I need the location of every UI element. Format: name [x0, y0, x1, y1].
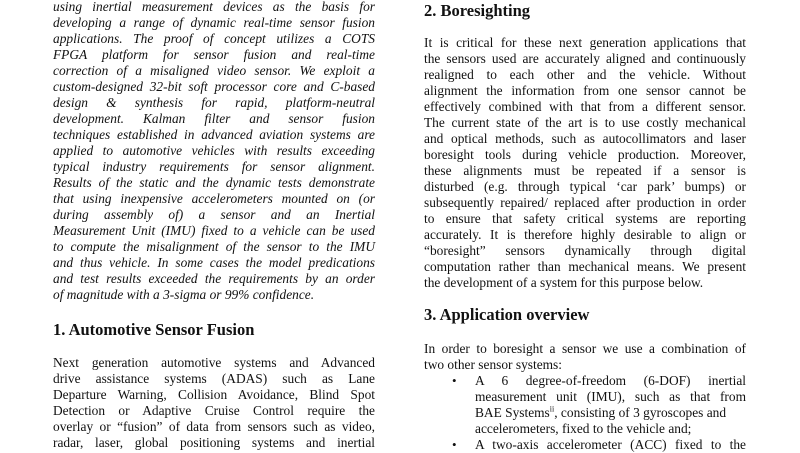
- abstract-line: and thus vehicle. In some cases the model predications: [53, 255, 375, 270]
- body-line: drive assistance systems (ADAS) such as Lane: [53, 371, 375, 386]
- body-line: effectively combined with that from a different sensor.: [424, 99, 746, 114]
- bullet-icon: •: [452, 437, 457, 452]
- body-line: subsequently repaired/ replaced after production in order: [424, 195, 746, 210]
- abstract-line: techniques established in advanced aviation systems are: [53, 127, 375, 142]
- bullet-line-with-footnote: [475, 405, 746, 421]
- body-line: Next generation automotive systems and Advanced: [53, 355, 375, 370]
- body-line: the sensors used are accurately aligned and continuously: [424, 51, 746, 66]
- section-heading-3: 3. Application overview: [424, 305, 590, 324]
- abstract-line: developing a range of dynamic real-time sensor fusion: [53, 15, 375, 30]
- section-heading-1: 1. Automotive Sensor Fusion: [53, 320, 255, 339]
- body-line: radar, laser, global positioning systems and inertial: [53, 435, 375, 450]
- bullet-icon: •: [452, 373, 457, 388]
- bullet-line: A 6 degree-of-freedom (6-DOF) inertial: [475, 373, 746, 388]
- bullet-line: measurement unit (IMU), such as that from: [475, 389, 746, 404]
- body-line: In order to boresight a sensor we use a combination of: [424, 341, 746, 356]
- body-line: alignment the information from one sensor cannot be: [424, 83, 746, 98]
- abstract-line: that using inexpensive accelerometers mounted on (or: [53, 191, 375, 206]
- abstract-line: correction of a misaligned video sensor. We exploit a: [53, 63, 375, 78]
- abstract-line: typical industry requirements for sensor alignment.: [53, 159, 375, 174]
- body-line: these alignments must be repeated if a sensor is: [424, 163, 746, 178]
- body-line: boresight tools during vehicle production. Moreover,: [424, 147, 746, 162]
- abstract-line: applications. The proof of concept utilizes a COTS: [53, 31, 375, 46]
- abstract-line: Results of the static and the dynamic tests demonstrate: [53, 175, 375, 190]
- abstract-line: to compute the misalignment of the sensor to the IMU: [53, 239, 375, 254]
- body-line: computation rather than mechanical means. We present: [424, 259, 746, 274]
- abstract-line: FPGA platform for sensor fusion and real-time: [53, 47, 375, 62]
- abstract-line: custom-designed 32-bit soft processor core and C-based: [53, 79, 375, 94]
- abstract-line: during assembly of) a sensor and an Inertial: [53, 207, 375, 222]
- bullet-text: , consisting of 3 gyroscopes and: [554, 405, 727, 420]
- body-line: It is critical for these next generation applications that: [424, 35, 746, 50]
- body-line: overlay or “fusion” of data from sensors such as video,: [53, 419, 375, 434]
- section-heading-2: 2. Boresighting: [424, 1, 531, 20]
- body-line: to ensure that safety critical systems are reporting: [424, 211, 746, 226]
- body-line: The current state of the art is to use costly mechanical: [424, 115, 746, 130]
- body-line: Departure Warning, Collision Avoidance, Blind Spot: [53, 387, 375, 402]
- body-line: and optical methods, such as autocollimators and laser: [424, 131, 746, 146]
- body-line: accurately. It is therefore highly desirable to align or: [424, 227, 746, 242]
- body-line: realigned to each other and the vehicle. Without: [424, 67, 746, 82]
- footnote-marker: ii: [549, 404, 555, 414]
- body-line: “boresight” sensors dynamically through digital: [424, 243, 746, 258]
- abstract-line: and test results exceeded the requirements by an order: [53, 271, 375, 286]
- bullet-line: accelerometers, fixed to the vehicle and;: [475, 421, 692, 436]
- abstract-line: Measurement Unit (IMU) fixed to a vehicle can be used: [53, 223, 375, 238]
- bullet-text: BAE Systems: [475, 405, 550, 420]
- abstract-line: design & synthesis for rapid, platform-neutral: [53, 95, 375, 110]
- abstract-line: applied to automotive vehicles with results exceeding: [53, 143, 375, 158]
- body-line: two other sensor systems:: [424, 357, 562, 372]
- body-line: the development of a system for this purpose below.: [424, 275, 704, 290]
- abstract-line: using inertial measurement devices as the basis for: [53, 0, 375, 14]
- abstract-line: of magnitude with a 3-sigma or 99% confidence.: [53, 287, 315, 302]
- body-line: Detection or Adaptive Cruise Control require the: [53, 403, 375, 418]
- body-line: disturbed (e.g. through typical ‘car park’ bumps) or: [424, 179, 746, 194]
- bullet-line: A two-axis accelerometer (ACC) fixed to the: [475, 437, 746, 452]
- abstract-line: development. Kalman filter and sensor fusion: [53, 111, 375, 126]
